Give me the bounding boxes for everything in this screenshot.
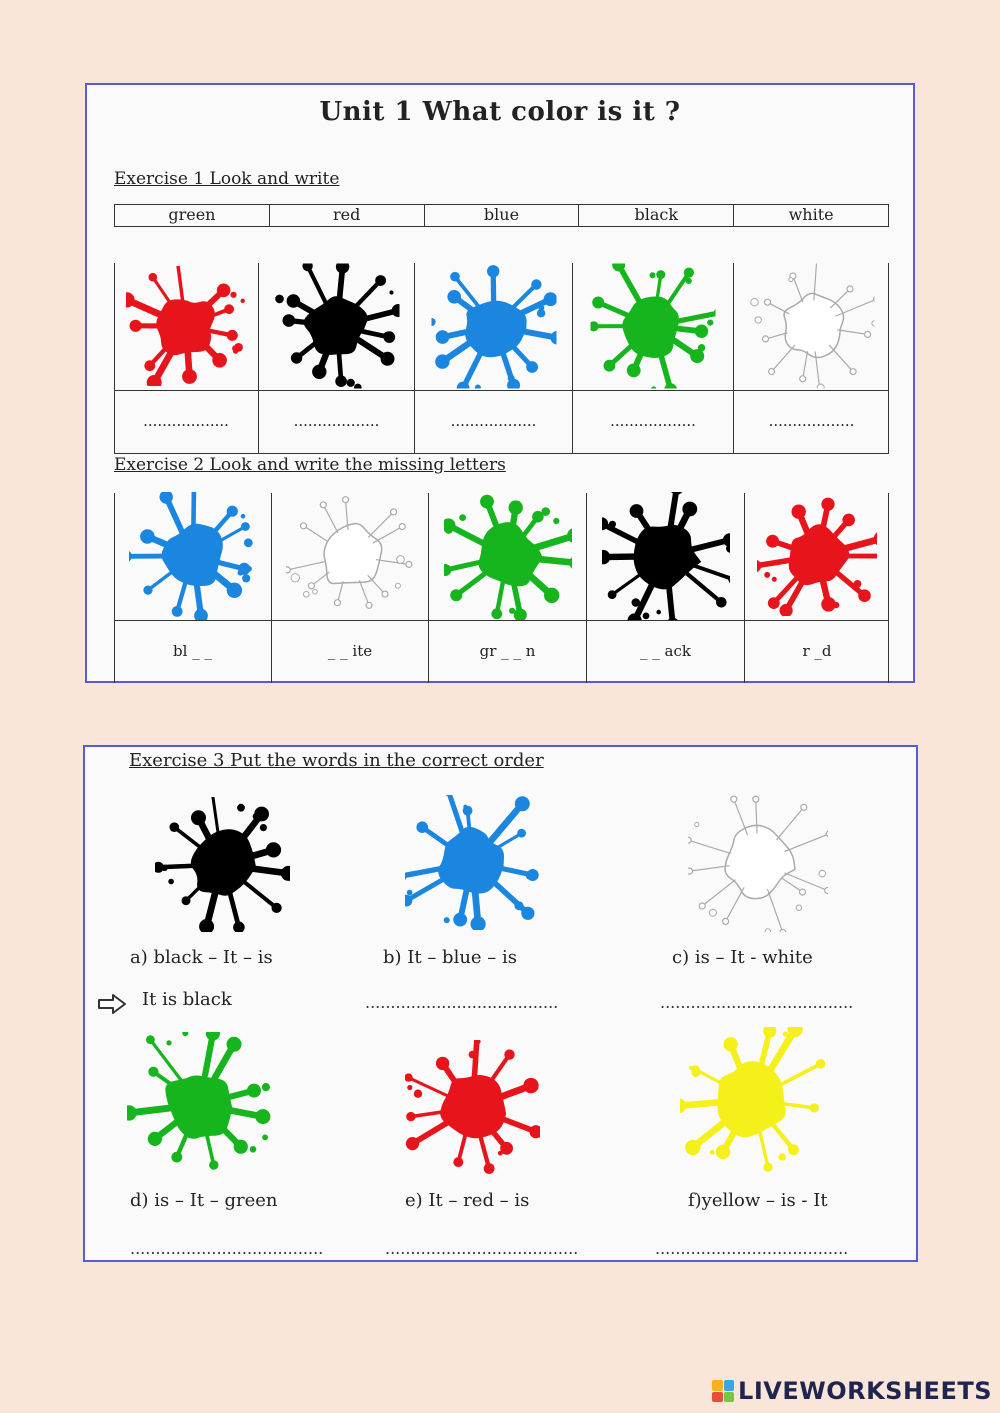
word-bank <box>114 204 889 227</box>
answer-blank[interactable]: .................. <box>415 390 572 453</box>
paint-splat-icon <box>573 263 733 388</box>
paint-splat-icon <box>127 1032 272 1181</box>
liveworksheets-logo <box>712 1377 992 1405</box>
missing-letters-prompt[interactable]: r _d <box>745 620 889 683</box>
word-order-prompt: b) It – blue – is <box>383 947 518 968</box>
arrow-right-icon <box>97 993 127 1015</box>
paint-splat-icon <box>587 493 744 618</box>
paint-splat-icon <box>734 263 889 388</box>
paint-splat-svg <box>688 792 828 932</box>
paint-splat-svg <box>749 263 874 388</box>
exercise2-cell <box>429 493 587 683</box>
word-order-prompt: e) It – red – is <box>405 1190 530 1211</box>
paint-splat-icon <box>415 263 572 388</box>
word-order-prompt: f)yellow – is - It <box>688 1190 828 1211</box>
paint-splat-svg <box>129 492 257 620</box>
answer-line[interactable]: ...................................... <box>385 1239 579 1258</box>
answer-blank[interactable]: .................. <box>259 390 414 453</box>
word-bank-item: black <box>579 205 734 226</box>
word-bank-item: green <box>115 205 270 226</box>
paint-splat-icon <box>155 797 290 936</box>
paint-splat-svg <box>757 496 877 616</box>
exercise1-cell <box>114 263 259 453</box>
paint-splat-icon <box>114 493 271 618</box>
paint-splat-svg <box>680 1027 825 1172</box>
worksheet-panel-top <box>85 83 915 683</box>
answer-blank[interactable]: .................. <box>573 390 733 453</box>
paint-splat-icon <box>680 1027 825 1176</box>
exercise2-cell <box>587 493 745 683</box>
worksheet-title: Unit 1 What color is it ? <box>319 97 681 127</box>
paint-splat-icon <box>745 493 889 618</box>
liveworksheets-logo-icon <box>712 1380 734 1402</box>
worksheet-panel-bottom <box>83 745 918 1262</box>
answer-line[interactable]: ...................................... <box>655 1239 849 1258</box>
exercise1-cell <box>259 263 415 453</box>
exercise1-grid <box>114 263 889 454</box>
word-order-prompt: a) black – It – is <box>130 947 273 968</box>
exercise1-heading: Exercise 1 Look and write <box>114 169 340 189</box>
word-bank-item: red <box>270 205 425 226</box>
paint-splat-svg <box>155 797 290 932</box>
missing-letters-prompt[interactable]: _ _ ack <box>587 620 744 683</box>
paint-splat-svg <box>127 1032 272 1177</box>
paint-splat-icon <box>688 792 828 936</box>
missing-letters-prompt[interactable]: _ _ ite <box>272 620 428 683</box>
paint-splat-icon <box>259 263 414 388</box>
paint-splat-icon <box>405 795 540 934</box>
exercise2-cell <box>745 493 889 683</box>
paint-splat-svg <box>126 266 246 386</box>
word-bank-item: blue <box>425 205 580 226</box>
paint-splat-svg <box>602 492 730 620</box>
exercise3-heading: Exercise 3 Put the words in the correct order <box>129 750 544 771</box>
paint-splat-svg <box>444 492 572 620</box>
paint-splat-svg <box>591 263 716 388</box>
paint-splat-icon <box>405 1040 540 1179</box>
missing-letters-prompt[interactable]: bl _ _ <box>114 620 271 683</box>
paint-splat-icon <box>114 263 258 388</box>
word-bank-item: white <box>788 205 834 224</box>
missing-letters-prompt[interactable]: gr _ _ n <box>429 620 586 683</box>
exercise2-cell <box>114 493 272 683</box>
logo-text: LIVEWORKSHEETS <box>738 1377 992 1405</box>
exercise2-grid <box>114 493 889 683</box>
paint-splat-svg <box>405 795 540 930</box>
answer-line[interactable]: ...................................... <box>660 993 854 1012</box>
exercise2-cell <box>272 493 429 683</box>
word-order-prompt: d) is – It – green <box>130 1190 278 1211</box>
answer-blank[interactable]: .................. <box>734 390 889 453</box>
answer-line[interactable]: ...................................... <box>365 993 559 1012</box>
exercise2-heading: Exercise 2 Look and write the missing letters <box>114 455 506 475</box>
paint-splat-icon <box>272 493 428 618</box>
word-order-prompt: c) is – It - white <box>672 947 813 968</box>
exercise1-cell <box>415 263 573 453</box>
paint-splat-icon <box>429 493 586 618</box>
paint-splat-svg <box>274 263 399 388</box>
answer-line[interactable]: ...................................... <box>130 1239 324 1258</box>
example-answer: It is black <box>142 989 232 1010</box>
paint-splat-svg <box>405 1040 540 1175</box>
exercise1-cell <box>573 263 734 453</box>
answer-blank[interactable]: .................. <box>114 390 258 453</box>
exercise1-cell <box>734 263 889 453</box>
paint-splat-svg <box>431 263 556 388</box>
paint-splat-svg <box>286 492 414 620</box>
